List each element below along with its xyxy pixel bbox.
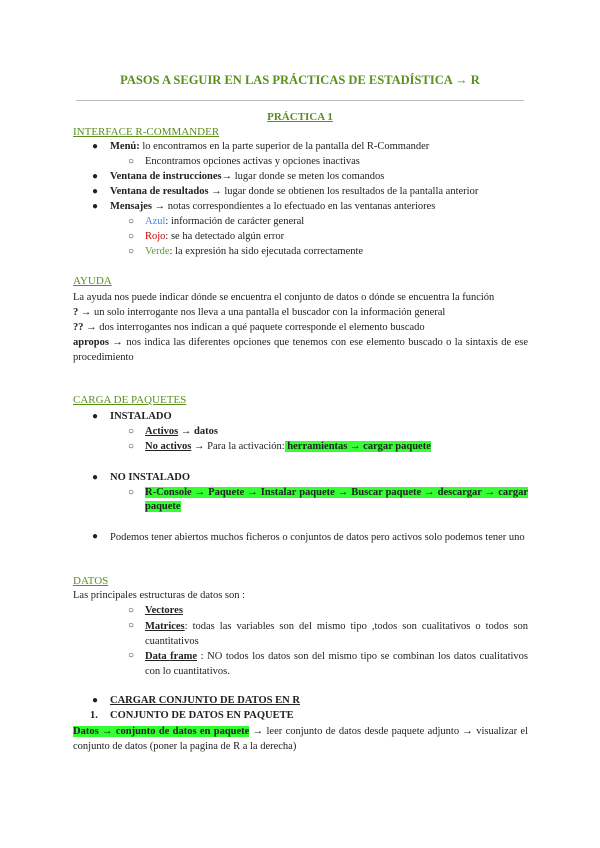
dataframe-line: Data frame : NO todos los datos son del mismo tipo se combinan los datos cualitativos con lo cuantitativos. (145, 651, 528, 677)
circle-bullet-icon: ○ (128, 487, 135, 498)
azul-line: Azul: información de carácter general (145, 216, 305, 227)
rojo-line: Rojo: se ha detectado algún error (145, 231, 285, 242)
circle-bullet-icon: ○ (128, 426, 135, 437)
ayuda-apropos-line: apropos → nos indica las diferentes opciones que tenemos con ese elemento buscado o la sintaxis de ese procedimiento (73, 337, 528, 363)
ayuda-intro: La ayuda nos puede indicar dónde se encuentra el conjunto de datos o dónde se encuentra la función (73, 292, 495, 303)
ayuda-paragraph (73, 290, 528, 365)
practica-heading: PRÁCTICA 1 (267, 111, 333, 123)
conjunto-paquete-label: CONJUNTO DE DATOS EN PAQUETE (110, 710, 294, 721)
menu-sub: Encontramos opciones activas y opciones inactivas (145, 156, 360, 167)
datos-intro: Las principales estructuras de datos son : (73, 590, 246, 601)
bullet-icon: ● (92, 411, 99, 422)
bullet-icon: ● (92, 141, 99, 152)
no-instalado-label: NO INSTALADO (110, 472, 191, 483)
title-divider (76, 100, 524, 101)
rconsole-line: R-Console → Paquete → Instalar paquete → Buscar paquete → descargar → cargar paquete (145, 487, 528, 512)
vectores-label: Vectores (145, 605, 183, 616)
bullet-icon: ● (92, 695, 99, 706)
instrucciones-line: Ventana de instrucciones→ lugar donde se meten los comandos (110, 171, 385, 182)
circle-bullet-icon: ○ (128, 231, 135, 242)
menu-line: Menú: lo encontramos en la parte superior de la pantalla del R-Commander (110, 141, 430, 152)
ayuda-heading: AYUDA (73, 275, 112, 287)
circle-bullet-icon: ○ (128, 156, 135, 167)
bullet-icon: ● (92, 171, 99, 182)
bullet-icon: ● (92, 201, 99, 212)
datos-heading: DATOS (73, 575, 109, 587)
ayuda-qq-line: ?? → dos interrogantes nos indican a qué paquete corresponde el elemento buscado (73, 322, 425, 333)
circle-bullet-icon: ○ (128, 650, 135, 661)
matrices-line: Matrices: todas las variables son del mismo tipo ,todos son cualitativos o todos son cuantitativos (145, 621, 528, 647)
resultados-line: Ventana de resultados → lugar donde se obtienen los resultados de la pantalla anterior (110, 186, 479, 197)
noactivos-line: No activos → Para la activación: herramientas → cargar paquete (145, 441, 431, 452)
activos-line: Activos → datos (145, 426, 218, 437)
ficheros-line: Podemos tener abiertos muchos ficheros o conjuntos de datos pero activos solo podemos tener uno (110, 532, 525, 543)
bullet-icon: ● (92, 531, 99, 542)
document-title: PASOS A SEGUIR EN LAS PRÁCTICAS DE ESTADÍSTICA → R (120, 73, 480, 87)
instalado-label: INSTALADO (110, 411, 172, 422)
mensajes-line: Mensajes → notas correspondientes a lo efectuado en las ventanas anteriores (110, 201, 436, 212)
cargar-conjunto-label: CARGAR CONJUNTO DE DATOS EN R (110, 695, 300, 706)
verde-line: Verde: la expresión ha sido ejecutada correctamente (145, 246, 364, 257)
list-number: 1. (90, 710, 98, 721)
datos-path-line: Datos → conjunto de datos en paquete → leer conjunto de datos desde paquete adjunto → visualizar el conjunto de datos (poner la pagina de R a la derecha) (73, 726, 528, 752)
interface-heading: INTERFACE R-COMMANDER (73, 126, 220, 138)
bullet-icon: ● (92, 186, 99, 197)
bullet-icon: ● (92, 472, 99, 483)
circle-bullet-icon: ○ (128, 246, 135, 257)
circle-bullet-icon: ○ (128, 441, 135, 452)
circle-bullet-icon: ○ (128, 605, 135, 616)
carga-heading: CARGA DE PAQUETES (73, 394, 187, 406)
ayuda-q-line: ? → un solo interrogante nos lleva a una pantalla el buscador con la información general (73, 307, 446, 318)
circle-bullet-icon: ○ (128, 216, 135, 227)
circle-bullet-icon: ○ (128, 620, 135, 631)
